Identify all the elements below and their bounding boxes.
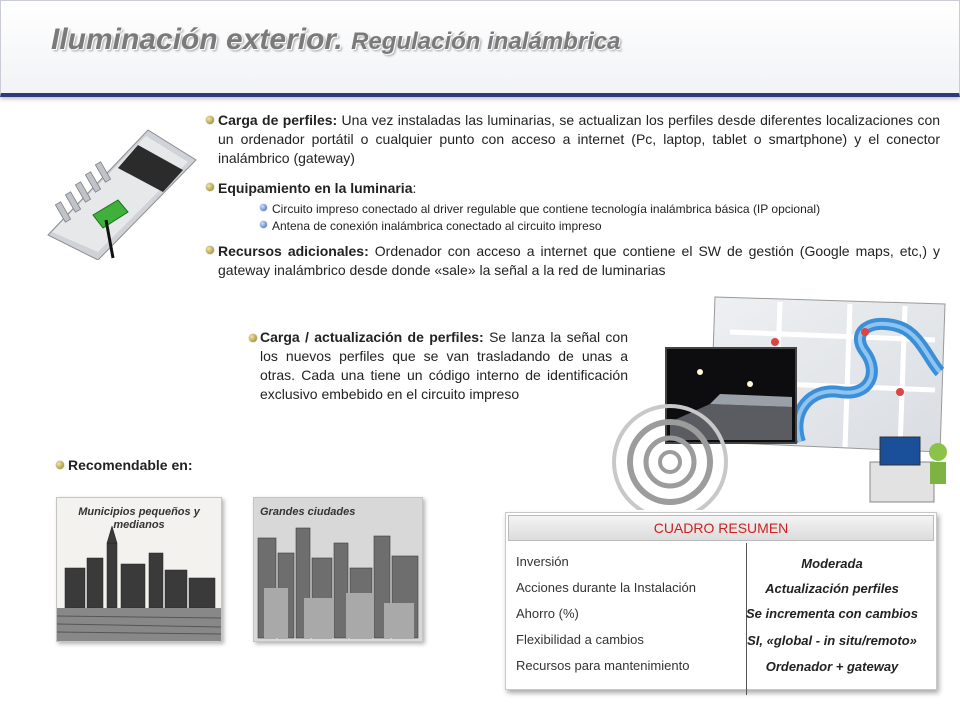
bullet-equip <box>218 179 940 198</box>
small-town-image-frame <box>56 497 222 642</box>
bullet-carga-icon <box>206 116 214 124</box>
equip-sub-item-2: Antena de conexión inalámbrica conectado al circuito impreso <box>272 219 602 233</box>
bullet-actualizacion-icon <box>249 334 257 342</box>
luminaire-image <box>38 120 198 260</box>
bullet-actualizacion-text: Se lanza la señal con los nuevos perfiles que se van trasladando de unas a otras. Cada una tiene un código interno de identificación exclusivo embebido en el circuito impreso <box>260 329 628 402</box>
bullet-recursos-icon <box>206 246 214 254</box>
summary-value: SI, «global - in situ/remoto» <box>747 633 917 648</box>
sub-bullet-1-icon <box>260 204 267 211</box>
bullet-recursos-text: Ordenador con acceso a internet que contiene el SW de gestión (Google maps, etc,) y gateway inalámbrico desde donde «sale» la señal a la red de luminarias <box>218 243 940 278</box>
page-title <box>51 23 621 57</box>
bullet-equip-icon <box>206 183 214 191</box>
bullet-carga-text: Una vez instaladas las luminarias, se actualizan los perfiles desde diferentes localizaciones con un ordenador portátil o cualquier punto con acceso a internet (Pc, laptop, tablet o smartphone) y el conector inalámbrico (gateway) <box>218 112 941 166</box>
bullet-recursos <box>218 242 940 280</box>
summary-label: Recursos para mantenimiento <box>516 658 690 673</box>
summary-table <box>505 512 937 690</box>
bullet-carga-label: Carga de perfiles: <box>218 112 338 128</box>
big-city-label: Grandes ciudades <box>260 506 356 518</box>
summary-value: Actualización perfiles <box>765 581 899 596</box>
small-town-label: Municipios pequeños y medianos <box>78 506 200 531</box>
summary-label: Flexibilidad a cambios <box>516 632 644 647</box>
title-sub: Regulación inalámbrica <box>351 28 621 55</box>
title-main: Iluminación exterior. <box>51 23 343 56</box>
summary-label: Acciones durante la Instalación <box>516 580 696 595</box>
bullet-recursos-label: Recursos adicionales: <box>218 243 369 259</box>
bullet-recomendable <box>68 456 268 475</box>
big-city-image <box>254 498 422 641</box>
header-banner <box>0 0 960 97</box>
summary-label: Inversión <box>516 554 569 569</box>
big-city-image-frame <box>253 497 423 642</box>
bullet-recomendable-label: Recomendable en: <box>68 457 193 473</box>
sub-bullet-2-icon <box>260 221 267 228</box>
bullet-carga <box>218 111 940 168</box>
bullet-equip-label: Equipamiento en la luminaria <box>218 180 413 196</box>
summary-title: CUADRO RESUMEN <box>508 515 934 541</box>
summary-value: Se incrementa con cambios <box>746 606 918 621</box>
summary-label: Ahorro (%) <box>516 606 579 621</box>
summary-value: Moderada <box>801 556 863 571</box>
bullet-recomendable-icon <box>56 461 64 469</box>
bullet-actualizacion <box>260 328 628 404</box>
summary-value: Ordenador + gateway <box>765 659 899 674</box>
network-illustration <box>600 292 950 510</box>
bullet-equip-colon: : <box>412 180 417 196</box>
bullet-actualizacion-label: Carga / actualización de perfiles: <box>260 329 484 345</box>
equip-sub-item-1: Circuito impreso conectado al driver regulable que contiene tecnología inalámbrica básica (IP opcional) <box>272 202 821 216</box>
